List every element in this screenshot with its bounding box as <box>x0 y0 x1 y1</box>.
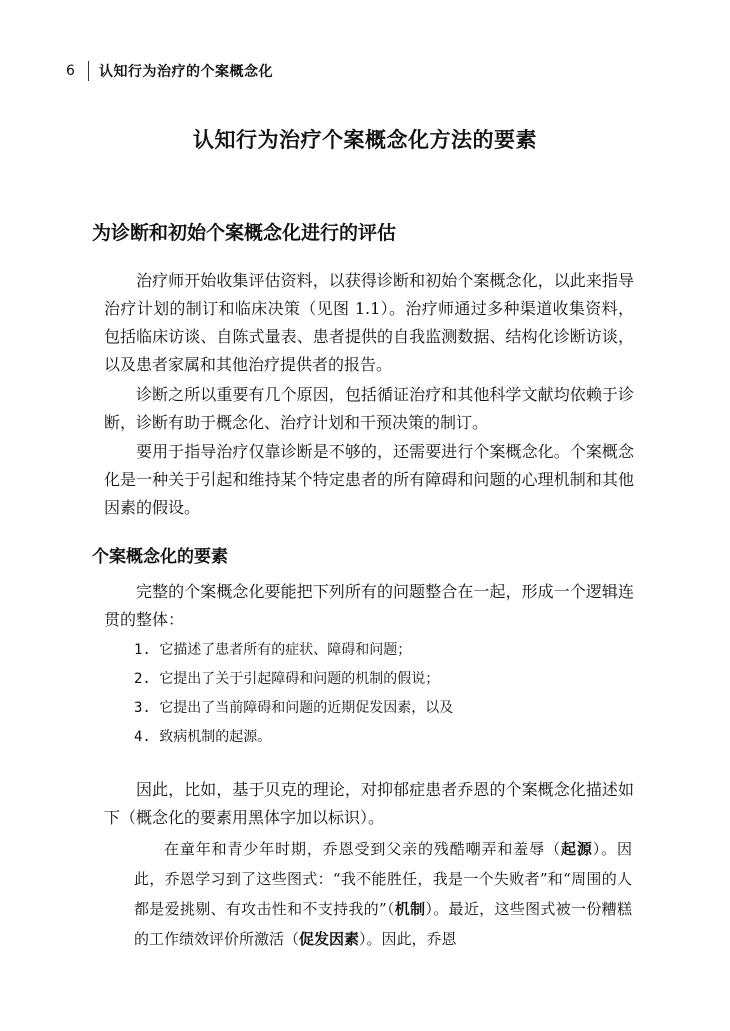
section-heading-elements: 个案概念化的要素 <box>92 547 228 567</box>
elements-list <box>134 636 634 752</box>
example-text: ）。因此，乔恩学习到了这些图式：“我不能胜任，我是一个失败者”和“周围的人都是爱挑剔、有攻击性和不支持我的”（ <box>134 840 632 918</box>
header-divider <box>88 61 89 81</box>
paragraph: 因此，比如，基于贝克的理论，对抑郁症患者乔恩的个案概念化描述如下（概念化的要素用黑体字加以标识）。 <box>104 780 634 827</box>
list-item: 3. 它提出了当前障碍和问题的近期促发因素，以及 <box>134 700 454 716</box>
case-example <box>134 834 632 954</box>
list-item: 1. 它描述了患者所有的症状、障碍和问题； <box>134 642 412 658</box>
page-number: 6 <box>66 63 75 79</box>
paragraph: 完整的个案概念化要能把下列所有的问题整合在一起，形成一个逻辑连贯的整体： <box>104 582 634 629</box>
paragraph: 治疗师开始收集评估资料，以获得诊断和初始个案概念化，以此来指导治疗计划的制订和临床决策（见图 1.1）。治疗师通过多种渠道收集资料，包括临床访谈、自陈式量表、患者提供的自我监测数据、结构化诊断访谈，以及患者家属和其他治疗提供者的报告。 <box>104 271 634 374</box>
bold-term-origin: 起源 <box>560 840 593 858</box>
example-text: ）。最近，这些图式被一份糟糕的工作绩效评价所激活（ <box>134 900 632 948</box>
section-heading-assessment: 为诊断和初始个案概念化进行的评估 <box>92 222 397 244</box>
bold-term-precipitant: 促发因素 <box>299 930 360 948</box>
running-header <box>66 60 273 82</box>
bold-term-mechanism: 机制 <box>394 900 426 918</box>
page-title: 认知行为治疗个案概念化方法的要素 <box>193 128 537 152</box>
example-text: ）。因此，乔恩 <box>359 930 457 948</box>
running-title: 认知行为治疗的个案概念化 <box>99 64 273 80</box>
list-item: 4. 致病机制的起源。 <box>134 729 272 745</box>
paragraph: 诊断之所以重要有几个原因，包括循证治疗和其他科学文献均依赖于诊断，诊断有助于概念化、治疗计划和干预决策的制订。 <box>104 385 634 432</box>
paragraph: 要用于指导治疗仅靠诊断是不够的，还需要进行个案概念化。个案概念化是一种关于引起和维持某个特定患者的所有障碍和问题的心理机制和其他因素的假设。 <box>104 442 634 517</box>
list-item: 2. 它提出了关于引起障碍和问题的机制的假说； <box>134 671 440 687</box>
example-text: 在童年和青少年时期，乔恩受到父亲的残酷嘲弄和羞辱（ <box>164 840 561 858</box>
